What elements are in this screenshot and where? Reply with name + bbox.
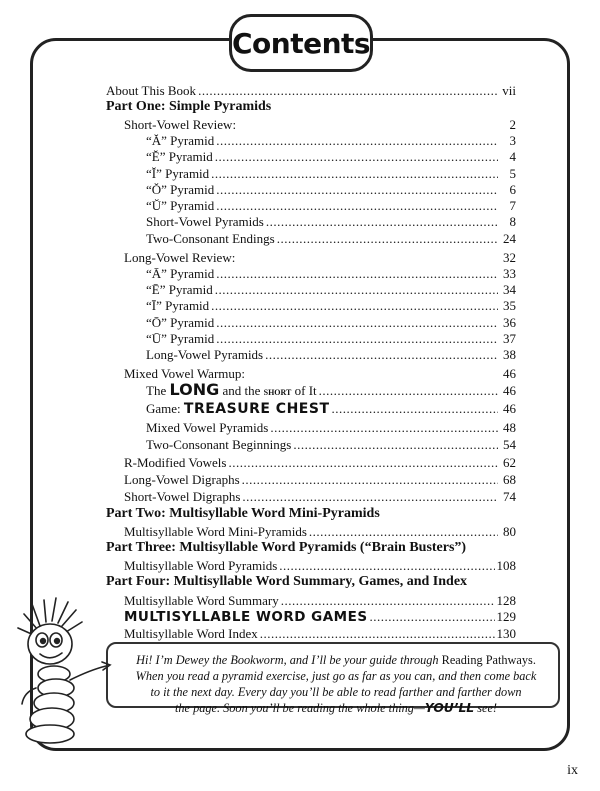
toc-entry[interactable]: “Ĭ” Pyramid ..... 5 — [146, 166, 516, 183]
toc-entry[interactable]: Game: TREASURE CHEST ..... 46 — [146, 401, 516, 420]
toc-entry[interactable]: MULTISYLLABLE WORD GAMES ..... 129 — [124, 609, 516, 628]
toc-entry[interactable]: Long-Vowel Pyramids ..... 38 — [146, 347, 516, 364]
toc-entry[interactable]: Multisyllable Word Pyramids ..... 108 — [124, 558, 516, 575]
toc-entry[interactable]: Multisyllable Word Summary ..... 128 — [124, 593, 516, 610]
toc-entry[interactable]: Two-Consonant Endings ..... 24 — [146, 231, 516, 248]
toc-entry[interactable]: Long-Vowel Review: 32 — [124, 250, 516, 265]
speech-text: Hi! I’m Dewey the Bookworm, and I’ll be your guide through Reading Pathways. When you read a pyramid exercise, just go as far as you can, and then come back to it the next day. Every day you’ll be able to read farther and farther down the page. Soon you’ll be reading the whole thing—YOU’LL see! — [135, 653, 537, 715]
toc-entry[interactable]: “Ō” Pyramid ..... 36 — [146, 315, 516, 332]
toc-entry[interactable]: Mixed Vowel Pyramids ..... 48 — [146, 420, 516, 437]
toc-entry[interactable]: “Ŭ” Pyramid ..... 7 — [146, 198, 516, 215]
toc-entry[interactable]: “Ū” Pyramid ..... 37 — [146, 331, 516, 348]
toc-entry[interactable]: R-Modified Vowels ..... 62 — [124, 455, 516, 472]
toc-entry[interactable]: “Ī” Pyramid ..... 35 — [146, 298, 516, 315]
contents-title-box — [229, 14, 373, 72]
toc-entry[interactable]: Short-Vowel Digraphs ..... 74 — [124, 489, 516, 506]
toc-entry[interactable]: “Ŏ” Pyramid ..... 6 — [146, 182, 516, 199]
contents-title: Contents — [231, 26, 371, 60]
part-heading: Part One: Simple Pyramids — [106, 99, 272, 114]
dewey-bookworm-illustration — [10, 596, 120, 746]
part-heading: Part Three: Multisyllable Word Pyramids (“Brain Busters”) — [106, 540, 467, 555]
toc-entry[interactable]: The LONG and the short of It ..... 46 — [146, 382, 516, 401]
toc-entry[interactable]: “Ă” Pyramid ..... 3 — [146, 133, 516, 150]
toc-entry[interactable]: Multisyllable Word Index ..... 130 — [124, 626, 516, 643]
page-number: ix — [567, 763, 578, 778]
short-word: short — [263, 386, 292, 398]
toc-entry[interactable]: About This Book ..... vii — [106, 83, 516, 100]
toc-entry[interactable]: “Ĕ” Pyramid ..... 4 — [146, 149, 516, 166]
toc-entry[interactable]: Short-Vowel Review: 2 — [124, 117, 516, 132]
toc-entry[interactable]: Multisyllable Word Mini-Pyramids ..... 80 — [124, 524, 516, 541]
part-heading: Part Four: Multisyllable Word Summary, Games, and Index — [106, 574, 468, 589]
long-word: LONG — [169, 380, 220, 399]
toc-entry[interactable]: Short-Vowel Pyramids ..... 8 — [146, 214, 516, 231]
toc-entry[interactable]: “Ā” Pyramid ..... 33 — [146, 266, 516, 283]
treasure-chest-label: TREASURE CHEST — [183, 401, 330, 417]
multisyllable-games-label: MULTISYLLABLE WORD GAMES — [124, 609, 368, 625]
toc-entry[interactable]: Two-Consonant Beginnings ..... 54 — [146, 437, 516, 454]
toc-entry[interactable]: “Ē” Pyramid ..... 34 — [146, 282, 516, 299]
part-heading: Part Two: Multisyllable Word Mini-Pyramids — [106, 506, 380, 521]
toc-entry[interactable]: Long-Vowel Digraphs ..... 68 — [124, 472, 516, 489]
toc-entry[interactable]: Mixed Vowel Warmup: 46 — [124, 366, 516, 381]
